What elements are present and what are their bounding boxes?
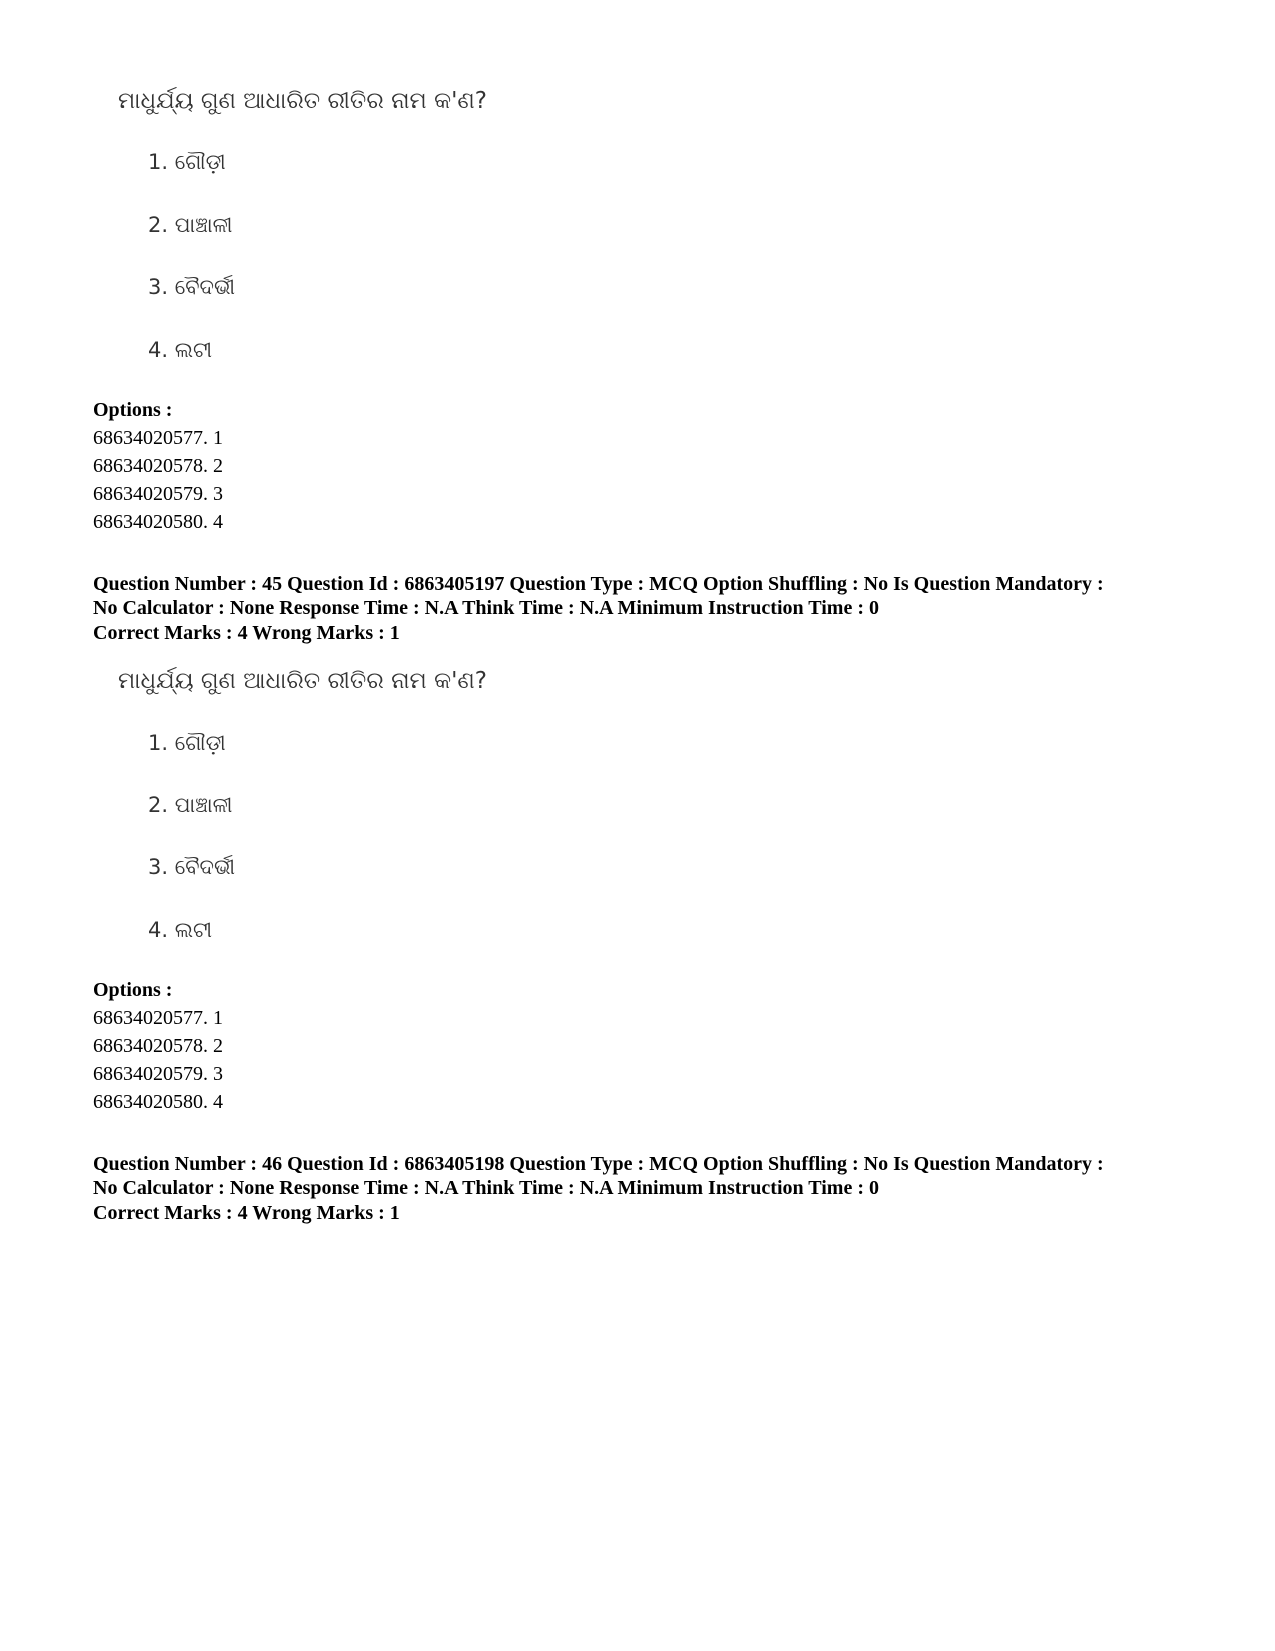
question-meta-line-1: Question Number : 46 Question Id : 6863405198 Question Type : MCQ Option Shuffling : No Is Question Mandatory : (93, 1153, 1104, 1175)
question-stem: ମାଧୁର୍ଯ୍ୟ ଗୁଣ ଆଧାରିତ ରୀତିର ନାମ କ'ଣ? (118, 88, 487, 114)
option-id-line: 68634020578. 2 (93, 455, 223, 477)
option-id-line: 68634020577. 1 (93, 427, 223, 449)
marks-line: Correct Marks : 4 Wrong Marks : 1 (93, 1202, 400, 1224)
options-label: Options : (93, 979, 173, 1001)
choice-2: 2. ପାଞ୍ଚାଳୀ (148, 793, 233, 817)
option-id-line: 68634020577. 1 (93, 1007, 223, 1029)
options-label: Options : (93, 399, 173, 421)
question-image (118, 666, 487, 696)
choice-3: 3. ବୈଦର୍ଭୀ (148, 855, 236, 879)
option-id-line: 68634020579. 3 (93, 1063, 223, 1085)
question-stem: ମାଧୁର୍ଯ୍ୟ ଗୁଣ ଆଧାରିତ ରୀତିର ନାମ କ'ଣ? (118, 668, 487, 694)
option-id-line: 68634020579. 3 (93, 483, 223, 505)
question-meta (93, 572, 1213, 620)
question-meta-line-2: No Calculator : None Response Time : N.A Think Time : N.A Minimum Instruction Time : 0 (93, 1177, 879, 1199)
choice-1: 1. ଗୌଡ଼ୀ (148, 150, 226, 174)
question-meta (93, 1152, 1213, 1200)
choice-1: 1. ଗୌଡ଼ୀ (148, 731, 226, 755)
choice-4: 4. ଲଟୀ (148, 338, 213, 362)
question-meta-line-2: No Calculator : None Response Time : N.A Think Time : N.A Minimum Instruction Time : 0 (93, 597, 879, 619)
question-meta-line-1: Question Number : 45 Question Id : 6863405197 Question Type : MCQ Option Shuffling : No Is Question Mandatory : (93, 573, 1104, 595)
question-image (118, 86, 487, 116)
option-id-line: 68634020578. 2 (93, 1035, 223, 1057)
marks-line: Correct Marks : 4 Wrong Marks : 1 (93, 622, 400, 644)
option-id-line: 68634020580. 4 (93, 1091, 223, 1113)
choice-3: 3. ବୈଦର୍ଭୀ (148, 275, 236, 299)
choice-4: 4. ଲଟୀ (148, 918, 213, 942)
choice-2: 2. ପାଞ୍ଚାଳୀ (148, 213, 233, 237)
option-id-line: 68634020580. 4 (93, 511, 223, 533)
